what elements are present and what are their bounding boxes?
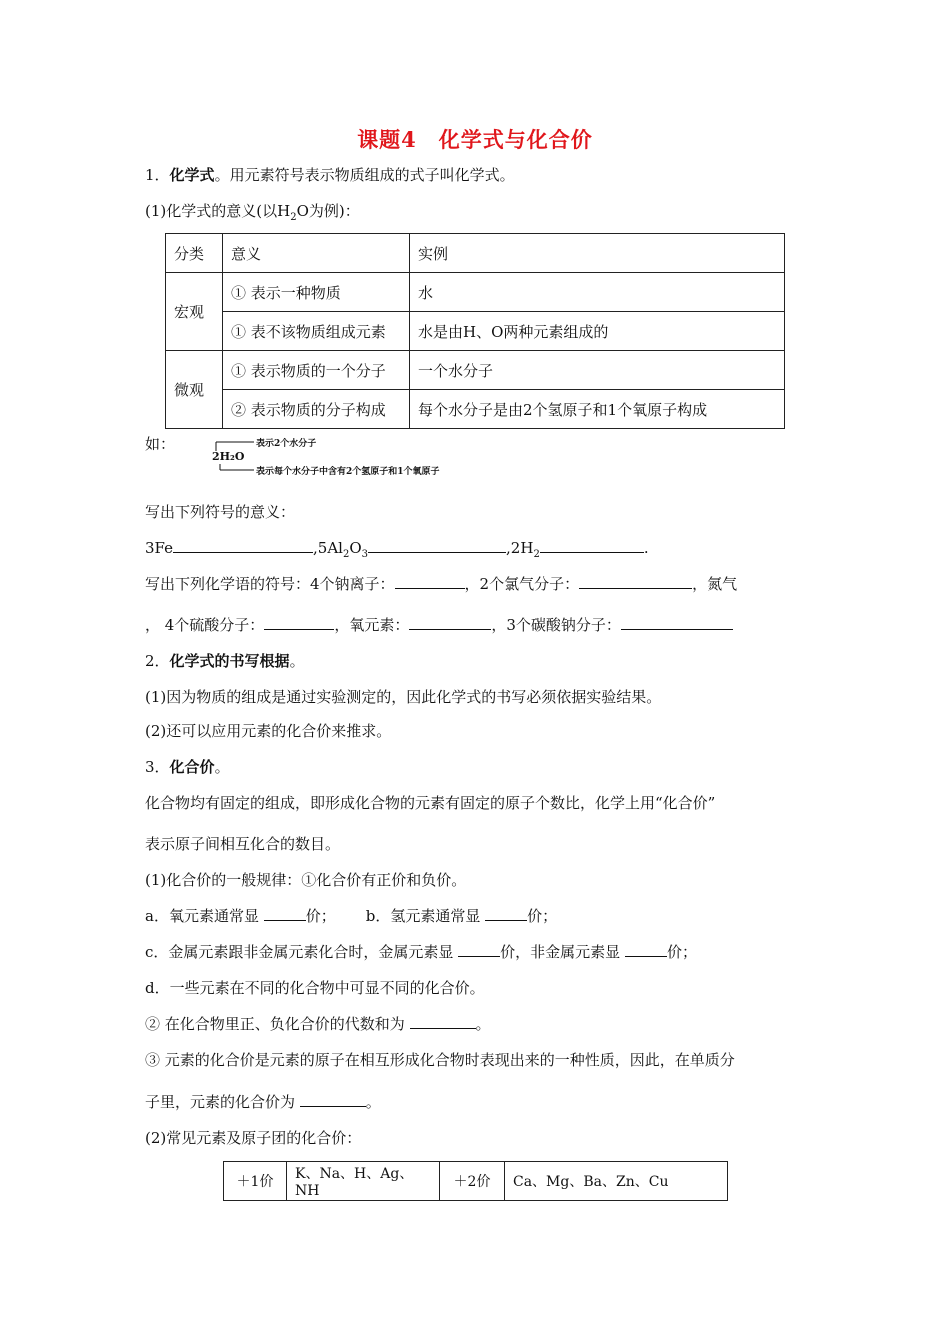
- valence-table: [223, 1161, 728, 1201]
- answer-blank[interactable]: [173, 538, 313, 553]
- table-row: 宏观 ① 表示一种物质 水: [166, 273, 785, 312]
- section-1: [145, 165, 515, 185]
- answer-blank[interactable]: [300, 1092, 366, 1107]
- section-2-item-2: (2)还可以应用元素的化合价来推求。: [145, 722, 392, 740]
- answer-blank[interactable]: [621, 615, 733, 630]
- instruction-2-cont: ， 4个硫酸分子： ，氧元素： ，3个碳酸钠分子：: [145, 615, 733, 635]
- rule-c: c．金属元素跟非金属元素化合时，金属元素显 价，非金属元素显 价；: [145, 943, 697, 961]
- table-header-row: 分类 意义 实例: [166, 234, 785, 273]
- rule-a-b: a．氧元素通常显 价； b．氢元素通常显 价；: [145, 907, 558, 925]
- page-title: 课题4 化学式与化合价: [357, 127, 593, 152]
- answer-blank[interactable]: [410, 1014, 476, 1029]
- diagram-label-2: 表示每个水分子中含有2个氢原子和1个氧原子: [256, 467, 440, 477]
- answer-blank[interactable]: [395, 574, 465, 589]
- section-heading: 化合价: [169, 758, 215, 776]
- meaning-table: [165, 233, 785, 429]
- table-row: ② 表示物质的分子构成 每个水分子是由2个氢原子和1个氧原子构成: [166, 390, 785, 429]
- answer-blank[interactable]: [485, 906, 527, 921]
- answer-blank[interactable]: [458, 942, 500, 957]
- category-micro: 微观: [166, 351, 223, 429]
- section-heading: 化学式: [169, 166, 215, 184]
- section-3: 3．化合价。: [145, 758, 230, 776]
- answer-blank[interactable]: [409, 615, 491, 630]
- formula-diagram: [210, 436, 510, 480]
- table-row: ① 表不该物质组成元素 水是由H、O两种元素组成的: [166, 312, 785, 351]
- rule-3: ③ 元素的化合价是元素的原子在相互形成化合物时表现出来的一种性质，因此，在单质分: [145, 1051, 735, 1069]
- common-valence-heading: (2)常见元素及原子团的化合价：: [145, 1129, 362, 1147]
- section-3-paragraph-cont: 表示原子间相互化合的数目。: [145, 835, 341, 853]
- table-row: 微观 ① 表示物质的一个分子 一个水分子: [166, 351, 785, 390]
- diagram-formula: 2H₂O: [212, 450, 245, 463]
- answer-blank[interactable]: [264, 906, 306, 921]
- subsection-1-1: (1)化学式的意义(以$H_2O$为例)：: [145, 202, 360, 223]
- example-label: 如：: [145, 435, 176, 453]
- instruction-1: 写出下列符号的意义：: [145, 503, 296, 521]
- section-2: 2．化学式的书写根据。: [145, 652, 305, 670]
- answer-blank[interactable]: [368, 538, 506, 553]
- answer-blank[interactable]: [625, 942, 667, 957]
- answer-blank[interactable]: [579, 574, 692, 589]
- rule-2: ② 在化合物里正、负化合价的代数和为 。: [145, 1015, 491, 1033]
- section-text: 。用元素符号表示物质组成的式子叫化学式。: [214, 166, 515, 184]
- table-row: ＋1价 K、Na、H、Ag、NH ＋2价 Ca、Mg、Ba、Zn、Cu: [224, 1162, 728, 1201]
- rule-d: d．一些元素在不同的化合物中可显不同的化合价。: [145, 979, 485, 997]
- category-macro: 宏观: [166, 273, 223, 351]
- diagram-label-1: 表示2个水分子: [256, 439, 317, 449]
- section-3-paragraph: 化合物均有固定的组成，即形成化合物的元素有固定的原子个数比，化学上用“化合价”: [145, 794, 716, 812]
- rules-intro: (1)化合价的一般规律：①化合价有正价和负价。: [145, 871, 467, 889]
- instruction-2: 写出下列化学语的符号：4个钠离子： ，2个氯气分子： ，氮气: [145, 575, 738, 593]
- section-heading: 化学式的书写根据: [169, 652, 290, 670]
- section-number: 1．: [145, 166, 170, 184]
- answer-blank[interactable]: [540, 538, 644, 553]
- section-2-item-1: (1)因为物质的组成是通过实验测定的，因此化学式的书写必须依据实验结果。: [145, 688, 662, 706]
- rule-3-cont: 子里，元素的化合价为 。: [145, 1093, 381, 1111]
- symbols-line: 3Fe $,5Al_2O_3$ $,2H_2$ .: [145, 539, 649, 560]
- answer-blank[interactable]: [264, 615, 334, 630]
